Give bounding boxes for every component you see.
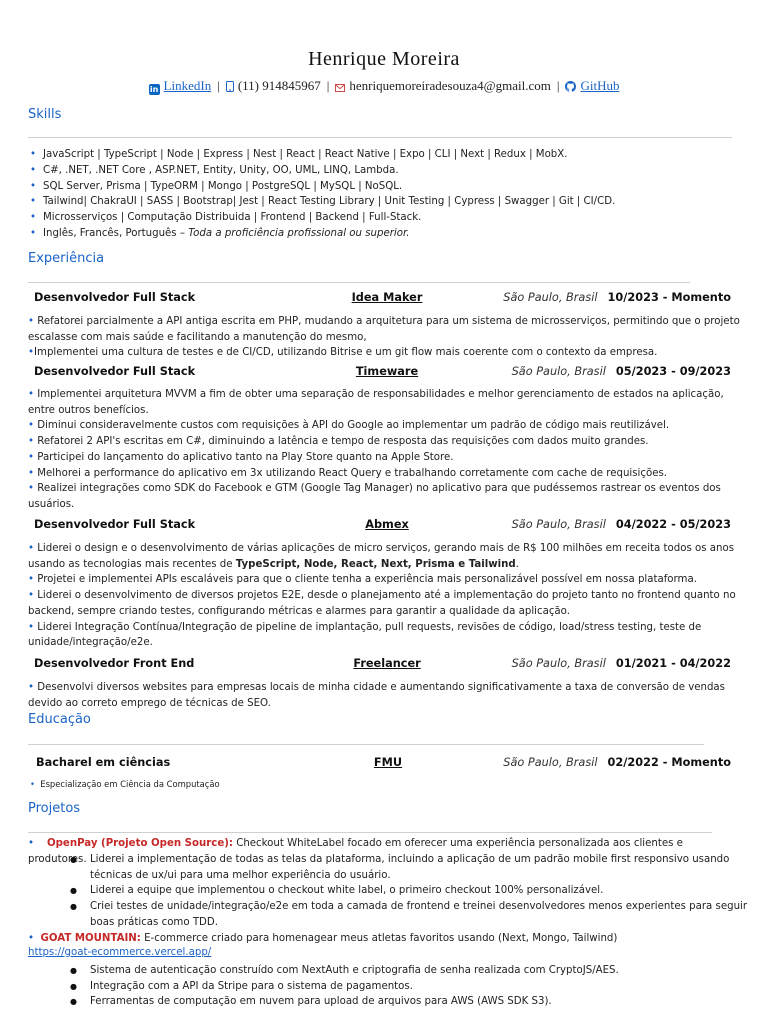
job-bullet: • Realizei integrações como SDK do Facebook e GTM (Google Tag Manager) no aplicativo para que pudéssemos rastrear os eventos dos bbox=[28, 483, 721, 495]
phone-icon bbox=[226, 81, 234, 92]
project-description: E-commerce criado para homenagear meus atletas favoritos usando (Next, Mongo, Tailwind) bbox=[140, 933, 618, 944]
job-description bbox=[28, 680, 740, 711]
job-title: Desenvolvedor Front End bbox=[34, 657, 195, 670]
skills-list bbox=[30, 147, 742, 242]
job-company: Freelancer bbox=[353, 657, 421, 670]
job-title: Desenvolvedor Full Stack bbox=[34, 365, 196, 378]
skill-item bbox=[30, 226, 742, 242]
project-item: ● Sistema de autenticação construído com NextAuth e criptografia de senha realizada com CryptoJS/AES. bbox=[60, 963, 740, 979]
section-divider bbox=[28, 744, 704, 745]
skill-item: • C#, .NET, .NET Core , ASP.NET, Entity, Unity, OO, UML, LINQ, Lambda. bbox=[30, 163, 742, 179]
job-description bbox=[28, 387, 740, 513]
job-header bbox=[34, 291, 731, 307]
project-name: GOAT MOUNTAIN: bbox=[40, 933, 141, 944]
job-description bbox=[28, 541, 740, 651]
education-header bbox=[36, 756, 731, 772]
section-title-skills: Skills bbox=[28, 107, 62, 122]
section-divider bbox=[28, 137, 732, 138]
section-title-projects: Projetos bbox=[28, 801, 81, 816]
project-description: Checkout WhiteLabel focado em oferecer uma experiência personalizada aos clientes e produtores. bbox=[28, 838, 683, 865]
job-location: São Paulo, Brasil bbox=[503, 291, 598, 304]
project-header: • GOAT MOUNTAIN: E-commerce criado para homenagear meus atletas favoritos usando (Next, Mongo, Tailwind) bbox=[28, 933, 618, 944]
linkedin-icon: in bbox=[149, 85, 159, 94]
job-dates: 05/2023 - 09/2023 bbox=[615, 365, 731, 378]
job-title: Desenvolvedor Full Stack bbox=[34, 518, 196, 531]
job-bullet: • Melhorei a performance do aplicativo em 3x utilizando React Query e trabalhando corretamente com cache de requisições. bbox=[28, 467, 668, 479]
project-items bbox=[60, 963, 740, 1010]
skill-item: • Microsserviços | Computação Distribuida | Frontend | Backend | Full-Stack. bbox=[30, 210, 742, 226]
job-title: Desenvolvedor Full Stack bbox=[34, 291, 196, 304]
email-icon bbox=[335, 84, 345, 92]
separator: | bbox=[326, 78, 330, 93]
job-header bbox=[34, 518, 731, 534]
job-header bbox=[34, 657, 731, 673]
project-name: OpenPay (Projeto Open Source): bbox=[46, 838, 233, 849]
job-bullet: • Liderei o design e o desenvolvimento de várias aplicações de micro serviços, gerando mais de R$ 100 milhões em receita todos os anos bbox=[28, 543, 735, 554]
job-bullet-cont: usando as tecnologias mais recentes de TypeScript, Node, React, Next, Prisma e Tailwind. bbox=[28, 558, 519, 570]
job-bullet: • Projetei e implementei APIs escaláveis para que o cliente tenha a experiência mais personalizável possível em nossa plataforma. bbox=[28, 574, 697, 586]
linkedin-link[interactable]: LinkedIn bbox=[163, 78, 212, 93]
skill-text: Inglês, Francês, Português – bbox=[43, 227, 189, 239]
education-location: São Paulo, Brasil bbox=[503, 756, 598, 769]
degree-title: Bacharel em ciências bbox=[36, 756, 171, 769]
skill-item: • Tailwind| ChakraUI | SASS | Bootstrap| Jest | React Testing Library | Unit Testing | Cypress | Swagger | Git | CI/CD. bbox=[30, 194, 742, 210]
separator: | bbox=[217, 78, 220, 93]
job-bullet: • Desenvolvi diversos websites para empresas locais de minha cidade e aumentando significativamente a taxa de conversão de vendas bbox=[28, 682, 725, 693]
project-item: ● Liderei a implementação de todas as telas da plataforma, incluindo a aplicação de um padrão mobile first responsivo usando técnicas de ux/ui para uma melhor experiência do usuário. bbox=[60, 852, 740, 883]
candidate-name: Henrique Moreira bbox=[308, 48, 460, 70]
section-divider bbox=[28, 282, 690, 283]
job-bullet: • Liderei Integração Contínua/Integração de pipeline de implantação, pull requests, revisões de código, load/stress testing, teste de bbox=[28, 621, 702, 633]
job-location: São Paulo, Brasil bbox=[511, 365, 606, 378]
job-company: Timeware bbox=[355, 365, 419, 378]
job-bullet: • Participei do lançamento do aplicativo tanto na Play Store quanto na Apple Store. bbox=[28, 451, 454, 463]
job-bullet-cont: backend, sempre criando testes, configurando métricas e alarmes para garantir a qualidade da aplicação. bbox=[28, 605, 570, 617]
section-title-experience: Experiência bbox=[28, 251, 105, 266]
job-header bbox=[34, 365, 731, 381]
job-bullet: • Implementei arquitetura MVVM a fim de obter uma separação de responsabilidades e melhor gerenciamento de estados na aplicação, bbox=[28, 389, 724, 400]
job-bullet-cont: entre outros benefícios. bbox=[28, 404, 149, 416]
job-bullet-cont: devido ao correto emprego de técnicas de SEO. bbox=[28, 697, 271, 709]
education-dates: 02/2022 - Momento bbox=[607, 756, 731, 769]
github-icon bbox=[565, 81, 576, 92]
job-dates: 10/2023 - Momento bbox=[607, 291, 731, 304]
job-bullet: • Diminui consideravelmente custos com requisições à API do Google ao implementar um padrão de código mais reutilizável. bbox=[28, 420, 670, 432]
skill-item: • JavaScript | TypeScript | Node | Express | Nest | React | React Native | Expo | CLI | Next | Redux | MobX. bbox=[30, 147, 742, 163]
project-item: ● Integração com a API da Stripe para o sistema de pagamentos. bbox=[60, 979, 740, 995]
job-location: São Paulo, Brasil bbox=[511, 518, 606, 531]
project-item: ● Liderei a equipe que implementou o checkout white label, o primeiro checkout 100% personalizável. bbox=[60, 883, 740, 899]
job-bullet: • Liderei o desenvolvimento de diversos projetos E2E, desde o planejamento até a implementação do projeto tanto no frontend quanto no bbox=[28, 590, 736, 602]
job-bullet: •Implementei uma cultura de testes e de CI/CD, utilizando Bitrise e um git flow mais coerente com o contexto da empresa. bbox=[28, 347, 658, 359]
section-title-education: Educação bbox=[28, 712, 91, 727]
job-company: Idea Maker bbox=[351, 291, 423, 304]
project-url-link[interactable]: https://goat-ecommerce.vercel.app/ bbox=[28, 947, 212, 958]
skill-item: • SQL Server, Prisma | TypeORM | Mongo | PostgreSQL | MySQL | NoSQL. bbox=[30, 179, 742, 195]
project-items bbox=[60, 852, 748, 931]
project-item: ● Criei testes de unidade/integração/e2e em toda a camada de frontend e treinei desenvolvedores menos experientes para seguir boas práticas como TDD. bbox=[60, 899, 740, 930]
school-name: FMU bbox=[373, 756, 403, 769]
job-bullet-cont: usuários. bbox=[28, 498, 75, 510]
education-note: • Especialização em Ciência da Computação bbox=[30, 779, 220, 789]
contact-line bbox=[0, 78, 768, 95]
project-header: • OpenPay (Projeto Open Source): Checkout WhiteLabel focado em oferecer uma experiência personalizada aos clientes e produtores. bbox=[28, 838, 683, 865]
job-bullet-cont: unidade/integração/e2e. bbox=[28, 637, 153, 649]
github-link[interactable]: GitHub bbox=[580, 78, 620, 93]
job-bullet: • Refatorei parcialmente a API antiga escrita em PHP, mudando a arquitetura para um sistema de microsserviços, permitindo que o projeto bbox=[28, 316, 740, 327]
job-bullet-cont: escalasse com mais saúde e facilitando a manutenção do mesmo, bbox=[28, 331, 367, 343]
job-description bbox=[28, 314, 740, 361]
email-address[interactable]: henriquemoreiradesouza4@gmail.com bbox=[349, 78, 551, 93]
job-dates: 04/2022 - 05/2023 bbox=[615, 518, 731, 531]
section-divider bbox=[28, 832, 712, 833]
project-item: ● Ferramentas de computação em nuvem para upload de arquivos para AWS (AWS SDK S3). bbox=[60, 994, 740, 1010]
tech-stack: TypeScript, Node, React, Next, Prisma e Tailwind bbox=[235, 558, 516, 570]
phone-number: (11) 914845967 bbox=[237, 78, 321, 93]
skill-text-italic: Toda a proficiência profissional ou superior. bbox=[188, 227, 410, 239]
separator: | bbox=[556, 78, 560, 93]
job-bullet: • Refatorei 2 API's escritas em C#, diminuindo a latência e tempo de resposta das requisições com dados muito grandes. bbox=[28, 436, 649, 448]
job-company: Abmex bbox=[365, 518, 409, 531]
job-dates: 01/2021 - 04/2022 bbox=[615, 657, 731, 670]
job-location: São Paulo, Brasil bbox=[511, 657, 606, 670]
